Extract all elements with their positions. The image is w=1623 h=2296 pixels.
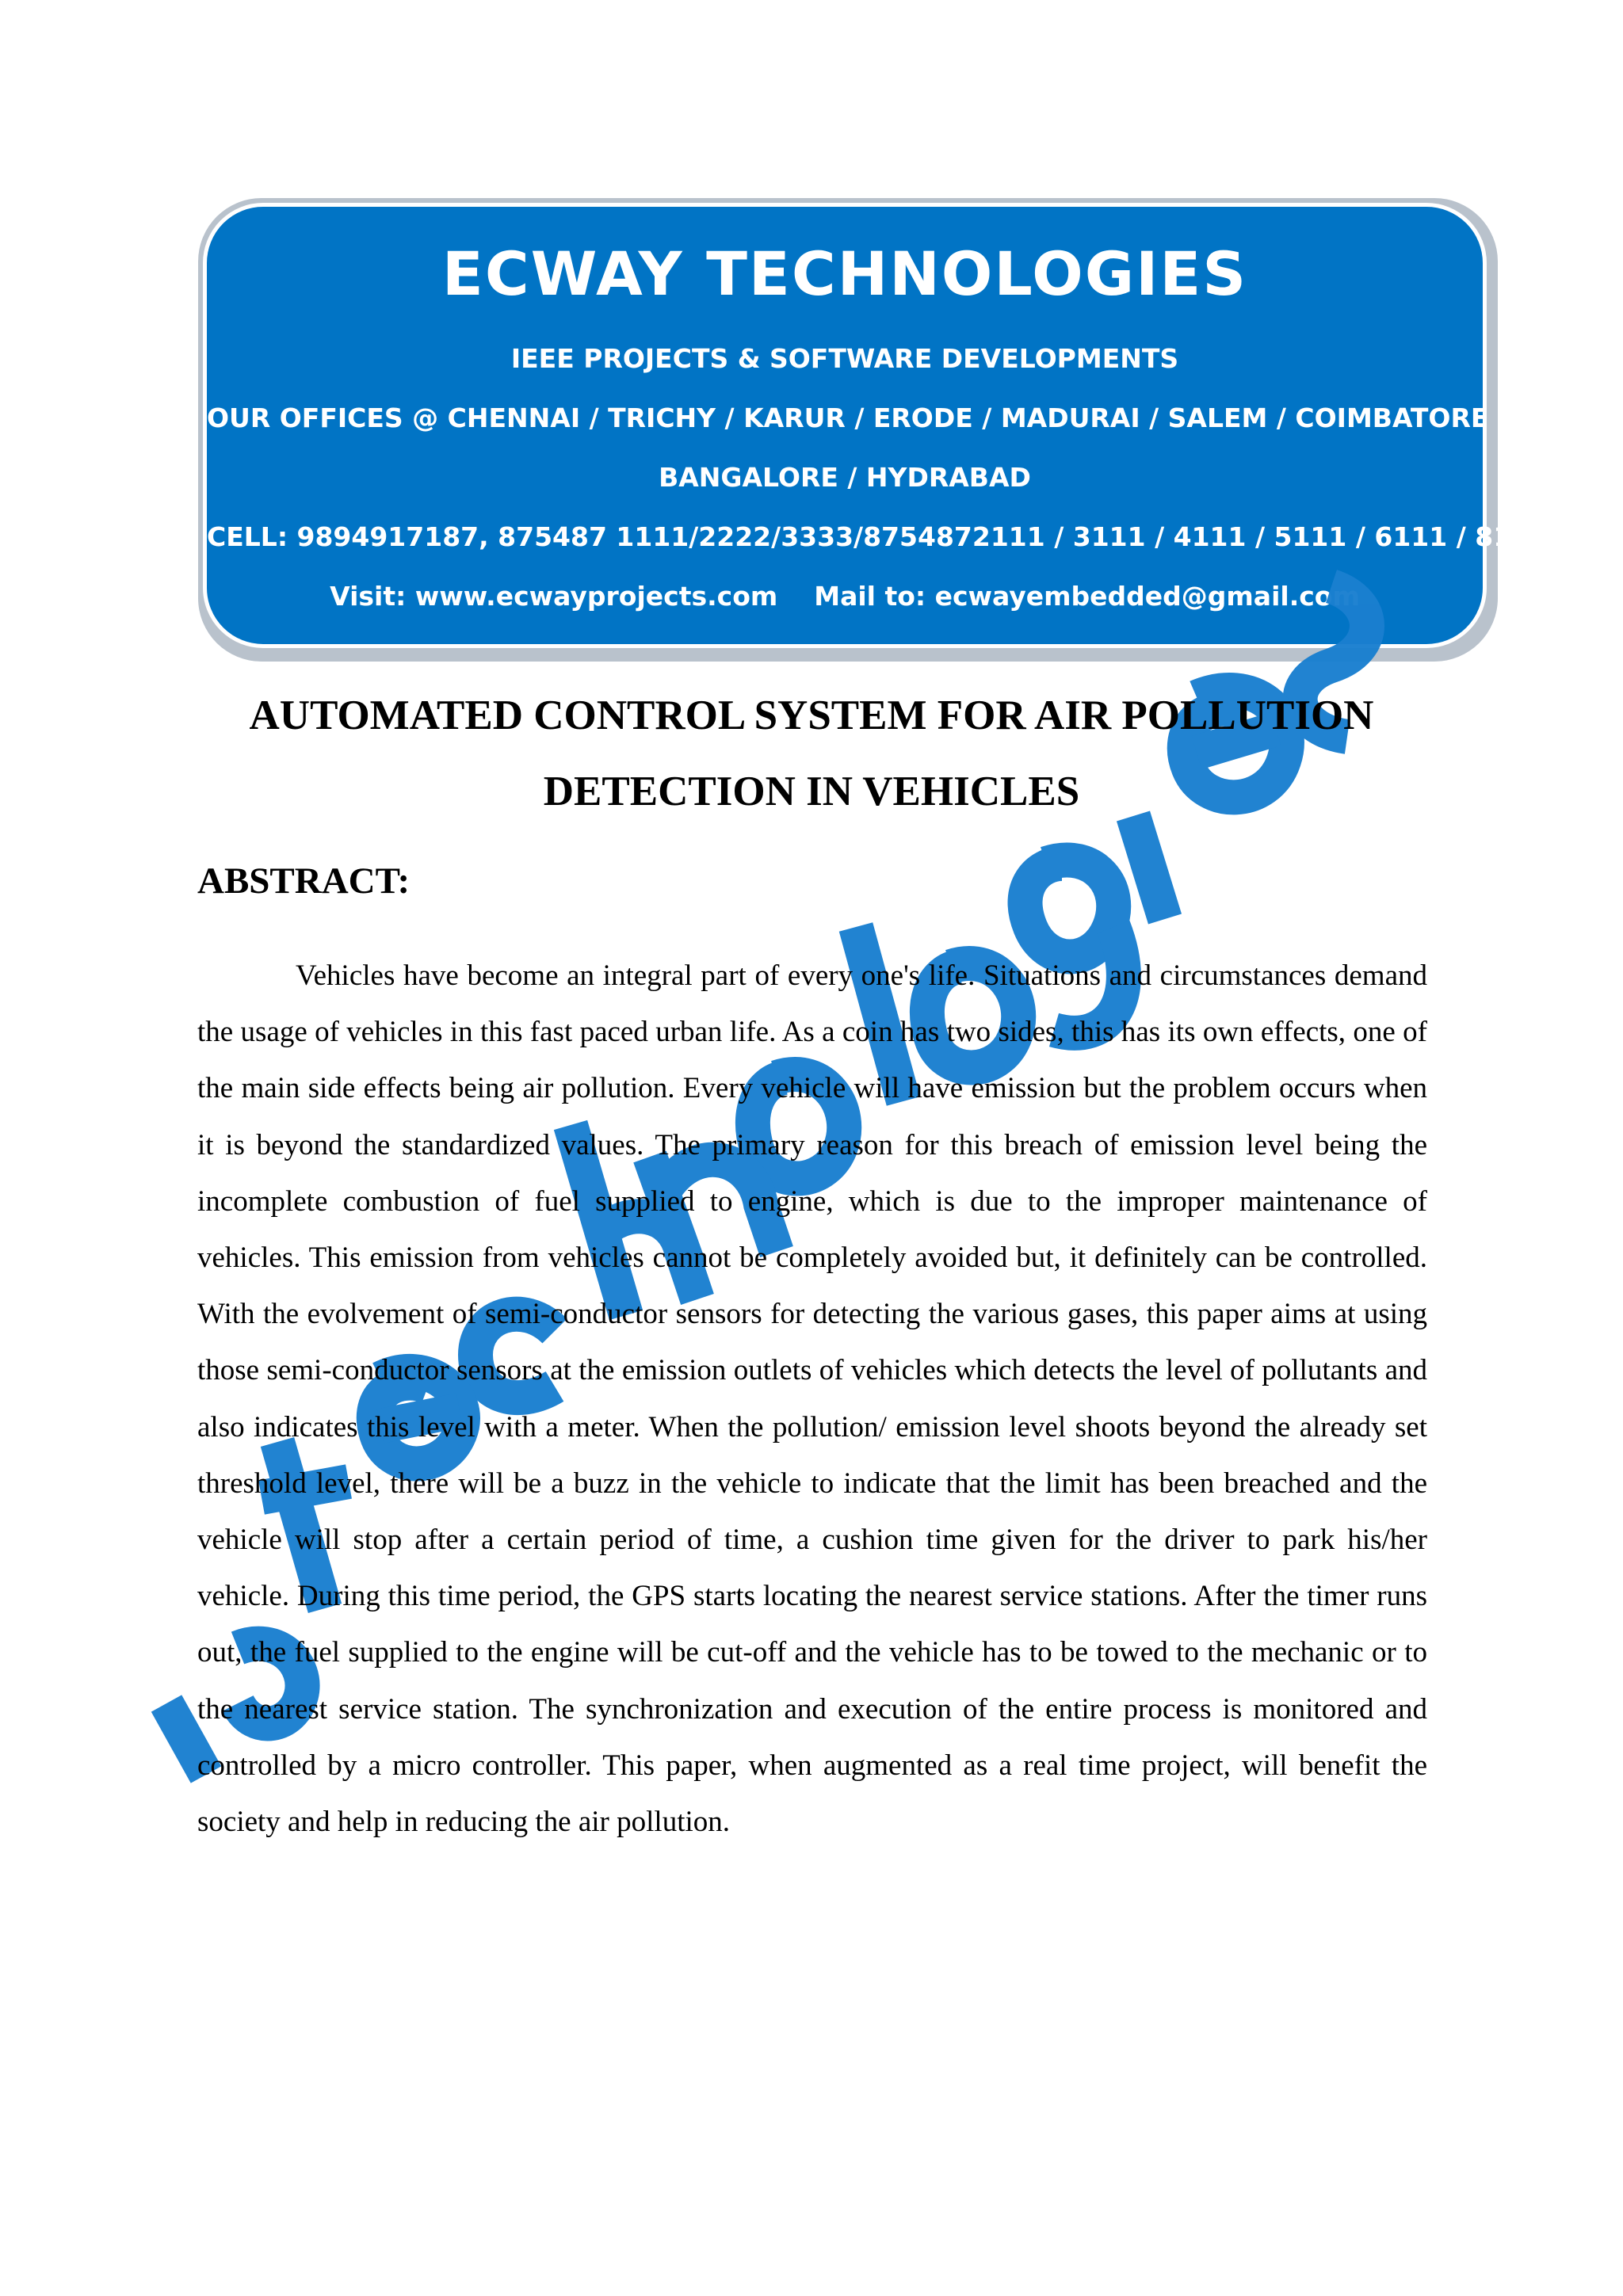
abstract-heading: ABSTRACT: [197, 860, 411, 902]
title-line-1: AUTOMATED CONTROL SYSTEM FOR AIR POLLUTION [249, 692, 1374, 738]
document-title [0, 677, 1623, 830]
office-locations: OUR OFFICES @ CHENNAI / TRICHY / KARUR / ERODE / MADURAI / SALEM / COIMBATORE [207, 402, 1489, 433]
abstract-paragraph: Vehicles have become an integral part of every one's life. Situations and circumstances demand the usage of vehicles in this fast paced urban life. As a coin has two sides, this has its own effects, one of the main side effects being air pollution. Every vehicle will have emission but the problem occurs when it is beyond the standardized values. The primary reason for this breach of emission level being the incomplete combustion of fuel supplied to engine, which is due to the improper maintenance of vehicles. This emission from vehicles cannot be completely avoided but, it definitely can be controlled. With the evolvement of semi-conductor sensors for detecting the various gases, this paper aims at using those semi-conductor sensors at the emission outlets of vehicles which detects the level of pollutants and also indicates this level with a meter. When the pollution/ emission level shoots beyond the already set threshold level, there will be a buzz in the vehicle to indicate that the limit has been breached and the vehicle will stop after a certain period of time, a cushion time given for the driver to park his/her vehicle. During this time period, the GPS starts locating the nearest service stations. After the timer runs out, the fuel supplied to the engine will be cut-off and the vehicle has to be towed to the mechanic or to the nearest service station. The synchronization and execution of the entire process is monitored and controlled by a micro controller. This paper, when augmented as a real time project, will benefit the society and help in reducing the air pollution. [197, 959, 1427, 1839]
title-line-2: DETECTION IN VEHICLES [543, 769, 1080, 814]
office-locations-cont: BANGALORE / HYDRABAD [659, 462, 1031, 493]
company-tagline: IEEE PROJECTS & SOFTWARE DEVELOPMENTS [510, 343, 1179, 374]
phone-numbers: CELL: 9894917187, 875487 1111/2222/3333/8754872111 / 3111 / 4111 / 5111 / 6111 / 8111 [207, 521, 1549, 552]
header-banner [203, 203, 1549, 648]
company-name: ECWAY TECHNOLOGIES [441, 238, 1248, 309]
contact-info: Visit: www.ecwayprojects.com Mail to: ecwayembedded@gmail.com [330, 581, 1360, 612]
